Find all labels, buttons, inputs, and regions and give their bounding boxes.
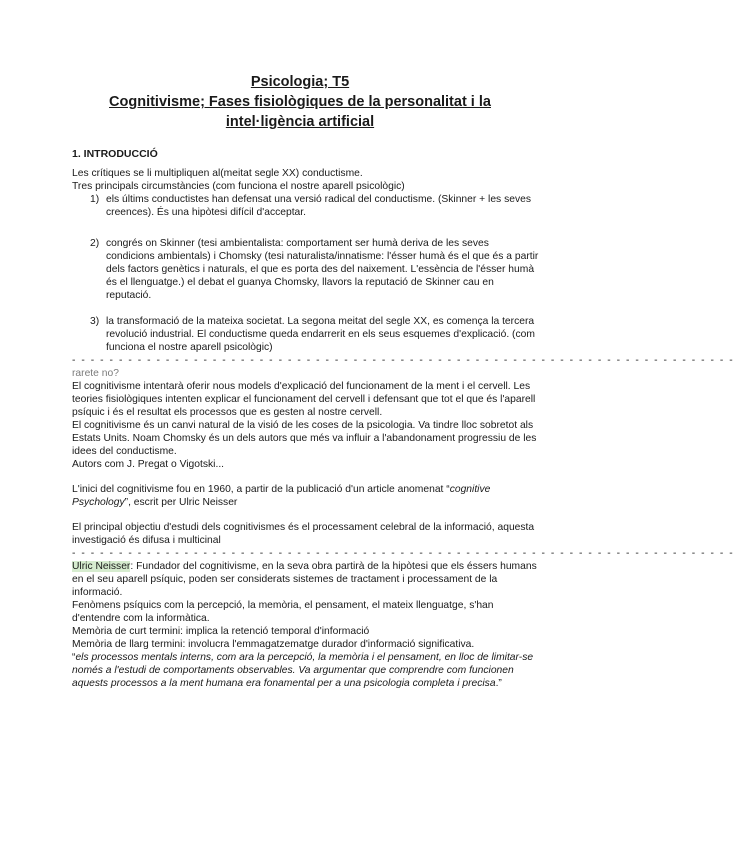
- article-title: cognitive Psychology: [72, 484, 491, 508]
- paragraph-natural-change: El cognitivisme és un canvi natural de la visió de les coses de la psicologia. Va tindre lloc sobretot als Estats Units. Noam Chomsky és un dels autors que més va influir a l'abandonament progressiu de les idees del conductisme.: [72, 420, 537, 457]
- paragraph-authors: Autors com J. Pregat o Vigotski...: [72, 459, 225, 470]
- quote-text: els processos mentals interns, com ara la percepció, la memòria i el pensament, en lloc de limitar-se només a l'estudi de comportaments observables. Va argumentar que comprendre com funcionen aquests processos a la ment humana era fonamental per a una psicologia completa i precisa: [72, 652, 534, 689]
- list-item: [72, 315, 540, 354]
- intro-paragraph-2: Tres principals circumstàncies (com funciona el nostre aparell psicològic): [72, 181, 405, 192]
- list-item-text: la transformació de la mateixa societat. La segona meitat del segle XX, es comença la tercera revolució industrial. El conductisme queda endarrerit en els seus esquemes d'explicació. (com funciona el nostre aparell psicològic): [106, 316, 535, 353]
- doc-title-line-3: intel·ligència artificial: [225, 114, 375, 130]
- dashed-divider: - - - - - - - - - - - - - - - - - - - - - - - - - - - - - - - - - - - - - - - - - - - - - - - - - - - - - - - - - - - - - - - - - - - - - - -: [72, 355, 734, 366]
- list-item-number: 2): [90, 238, 100, 249]
- margin-note: rarete no?: [72, 368, 119, 379]
- paragraph-short-term-memory: Memòria de curt termini: implica la retenció temporal d'informació: [72, 626, 370, 637]
- circumstances-list: [72, 193, 540, 354]
- list-item-text: congrés on Skinner (tesi ambientalista: comportament ser humà deriva de les seves condicions ambientals) i Chomsky (tesi naturalista/innatisme: l'ésser humà és el que és a partir dels factors genètics i naturals, el que es porta des del naixement. L'essència de l'ésser humà és el llenguatge.) el debat el guanya Chomsky, llavors la reputació de Skinner cau en reputació.: [106, 238, 539, 301]
- highlighted-name: Ulric Neisser: [72, 561, 131, 572]
- section-heading: 1. INTRODUCCIÓ: [72, 148, 158, 160]
- paragraph-origin: L'inici del cognitivisme fou en 1960, a partir de la publicació d'un article anomenat “cognitive Psychology”, escrit per Ulric Neisser: [72, 484, 491, 508]
- quote-paragraph: “els processos mentals interns, com ara la percepció, la memòria i el pensament, en lloc de limitar-se només a l'estudi de comportaments observables. Va argumentar que comprendre com funcionen aquests processos a la ment humana era fonamental per a una psicologia completa i precisa.”: [72, 652, 534, 689]
- paragraph-long-term-memory: Memòria de llarg termini: involucra l'emmagatzematge durador d'informació significativa.: [72, 639, 475, 650]
- paragraph-phenomena: Fenòmens psíquics com la percepció, la memòria, el pensament, el mateix llenguatge, s'han d'entendre com la informàtica.: [72, 600, 494, 624]
- paragraph-neisser: Ulric Neisser: Fundador del cognitivisme, en la seva obra partirà de la hipòtesi que els éssers humans en el seu aparell psíquic, poden ser considerats sistemes de tractament i processament de la informació.: [72, 561, 537, 598]
- intro-paragraph-1: Les crítiques se li multipliquen al(meitat segle XX) conductisme.: [72, 168, 363, 179]
- list-item: [72, 237, 540, 302]
- paragraph-cognitivism-models: El cognitivisme intentarà oferir nous models d'explicació del funcionament de la ment i el cervell. Les teories fisiològiques intenten explicar el funcionament del cervell i defensant que tot el que és l'aparell psíquic i és el resultat els processos que es gesten al nostre cervell.: [72, 381, 536, 418]
- document-body: [72, 148, 734, 690]
- list-item-number: 3): [90, 316, 100, 327]
- list-item: [72, 193, 540, 219]
- dashed-divider: - - - - - - - - - - - - - - - - - - - - - - - - - - - - - - - - - - - - - - - - - - - - - - - - - - - - - - - - - - - - - - - - - - - - - - -: [72, 548, 734, 559]
- list-item-text: els últims conductistes han defensat una versió radical del conductisme. (Skinner + les seves creences). És una hipòtesi difícil d'acceptar.: [106, 194, 531, 218]
- list-item-number: 1): [90, 194, 100, 205]
- paragraph-objective: El principal objectiu d'estudi dels cognitivismes és el processament celebral de la informació, aquesta investigació és difusa i multicinal: [72, 522, 535, 546]
- doc-title-line-1: Psicologia; T5: [250, 74, 350, 90]
- doc-title-line-2: Cognitivisme; Fases fisiològiques de la personalitat i la: [109, 94, 491, 110]
